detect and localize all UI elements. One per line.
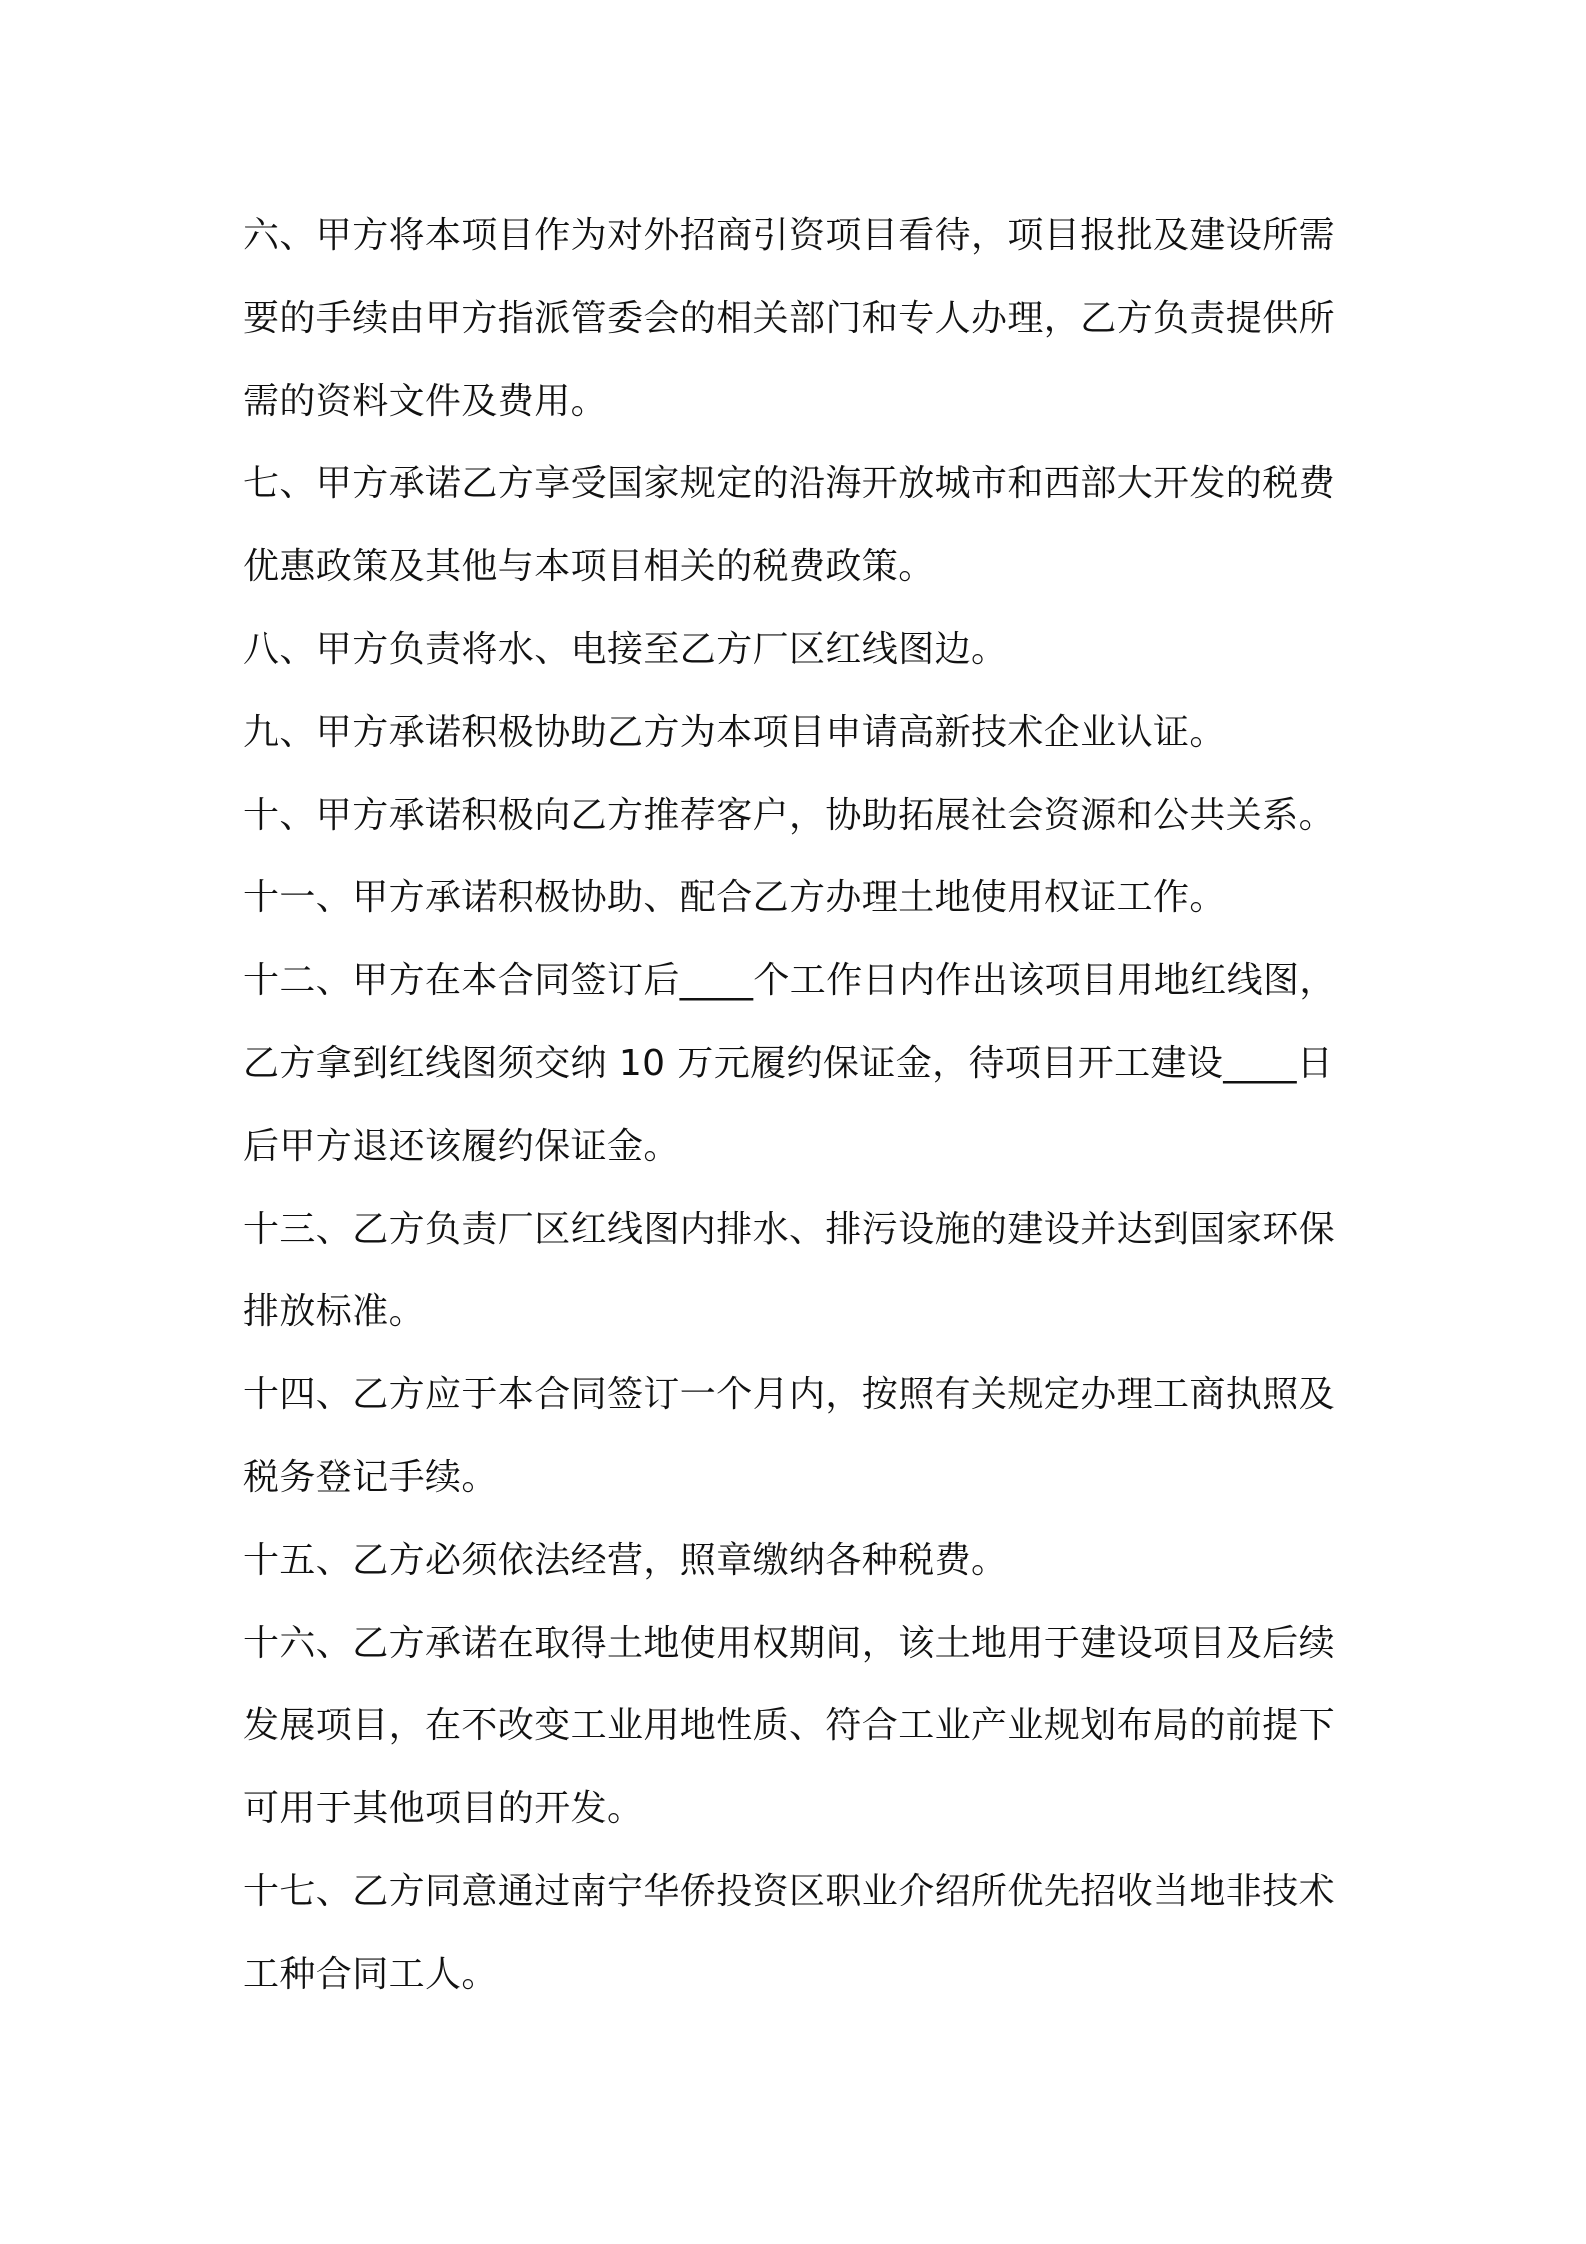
text-line: 可用于其他项目的开发。 [243,1788,644,1830]
text-line: 七、甲方承诺乙方享受国家规定的沿海开放城市和西部大开发的税费 [243,463,1336,505]
document-body [243,195,1358,2017]
text-line: 十二、甲方在本合同签订后____个工作日内作出该项目用地红线图， [243,960,1336,1002]
text-line: 九、甲方承诺积极协助乙方为本项目申请高新技术企业认证。 [243,711,1226,753]
text-line: 六、甲方将本项目作为对外招商引资项目看待，项目报批及建设所需 [243,215,1336,256]
text-line: 十四、乙方应于本合同签订一个月内，按照有关规定办理工商执照及 [243,1374,1336,1416]
text-line: 排放标准。 [243,1291,426,1333]
text-line: 发展项目，在不改变工业用地性质、符合工业产业规划布局的前提下 [243,1705,1336,1747]
text-line: 乙方拿到红线图须交纳 10 万元履约保证金，待项目开工建设____日 [243,1042,1334,1084]
text-line: 优惠政策及其他与本项目相关的税费政策。 [243,546,935,588]
text-line: 工种合同工人。 [243,1953,498,1995]
text-line: 十一、甲方承诺积极协助、配合乙方办理土地使用权证工作。 [243,877,1226,919]
text-line: 十五、乙方必须依法经营，照章缴纳各种税费。 [243,1539,1008,1581]
text-line: 需的资料文件及费用。 [243,380,608,422]
text-line: 十、甲方承诺积极向乙方推荐客户，协助拓展社会资源和公共关系。 [243,794,1336,836]
text-line: 后甲方退还该履约保证金。 [243,1125,680,1167]
text-line: 八、甲方负责将水、电接至乙方厂区红线图边。 [243,628,1008,670]
text-line: 税务登记手续。 [243,1456,498,1498]
text-line: 十六、乙方承诺在取得土地使用权期间，该土地用于建设项目及后续 [243,1622,1336,1664]
text-line: 十三、乙方负责厂区红线图内排水、排污设施的建设并达到国家环保 [243,1208,1336,1250]
text-line: 十七、乙方同意通过南宁华侨投资区职业介绍所优先招收当地非技术 [243,1870,1336,1912]
text-line: 要的手续由甲方指派管委会的相关部门和专人办理，乙方负责提供所 [243,297,1336,339]
